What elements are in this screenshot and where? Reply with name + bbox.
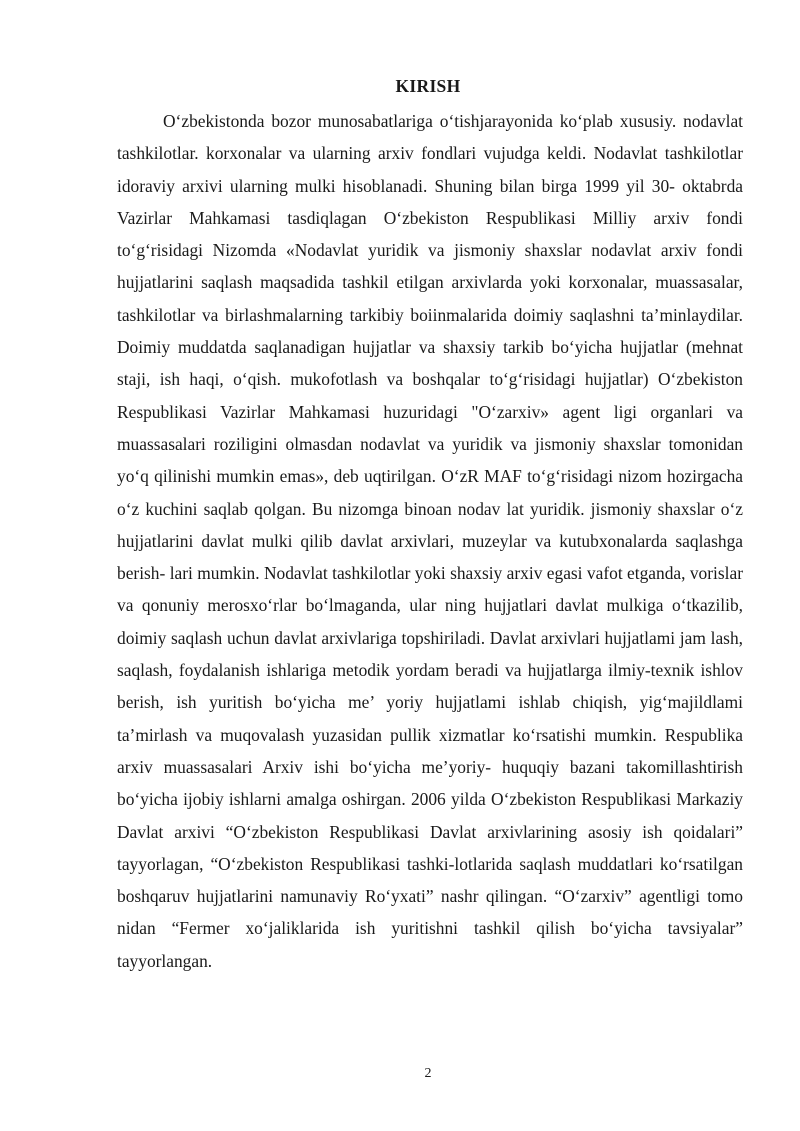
page-number: 2 (424, 1066, 432, 1081)
page-title: KIRISH (395, 76, 461, 96)
body-paragraph: O‘zbekistonda bozor munosabatlariga o‘tishjarayonida ko‘plab xususiy. nodavlat tashkilotlar. korxonalar va ularning arxiv fondlari vujudga keldi. Nodavlat tashkilotlar idoraviy arxivi ularning mulki hisoblanadi. Shuning bilan birga 1999 yil 30- oktabrda Vazirlar Mahkamasi tasdiqlagan O‘zbekiston Respublikasi Milliy arxiv fondi to‘g‘risidagi Nizomda «Nodavlat yuridik va jismoniy shaxslar nodavlat arxiv fondi hujjatlarini saqlash maqsadida tashkil etilgan arxivlarda yoki korxonalar, muassasalar, tashkilotlar va birlashmalarning tarkibiy boiinmalarida doimiy saqlashni ta’minlaydilar. Doimiy muddatda saqlanadigan hujjatlar va shaxsiy tarkib bo‘yicha hujjatlar (mehnat staji, ish haqi, o‘qish. mukofotlash va boshqalar to‘g‘risidagi hujjatlar) O‘zbekiston Respublikasi Vazirlar Mahkamasi huzuridagi "O‘zarxiv» agent ligi organlari va muassasalari roziligini olmasdan nodavlat va yuridik va jismoniy shaxslar tomonidan yo‘q qilinishi mumkin emas», deb uqtirilgan. O‘zR MAF to‘g‘risidagi nizom hozirgacha o‘z kuchini saqlab qolgan. Bu nizomga binoan nodav lat yuridik. jismoniy shaxslar o‘z hujjatlarini davlat mulki qilib davlat arxivlari, muzeylar va kutubxonalarda saqlashga berish- lari mumkin. Nodavlat tashkilotlar yoki shaxsiy arxiv egasi vafot etganda, vorislar va qonuniy merosxo‘rlar bo‘lmaganda, ular ning hujjatlari davlat mulkiga o‘tkazilib, doimiy saqlash uchun davlat arxivlariga topshiriladi. Davlat arxivlari hujjatlami jam lash, saqlash, foydalanish ishlariga metodik yordam beradi va hujjatlarga ilmiy-texnik ishlov berish, ish yuritish bo‘yicha me’ yoriy hujjatlami ishlab chiqish, yig‘majildlami ta’mirlash va muqovalash yuzasidan pullik xizmatlar ko‘rsatishi mumkin. Respublika arxiv muassasalari Arxiv ishi bo‘yicha me’yoriy- huquqiy bazani takomillashtirish bo‘yicha ijobiy ishlarni amalga oshirgan. 2006 yilda O‘zbekiston Respublikasi Markaziy Davlat arxivi “O‘zbekiston Respublikasi Davlat arxivlarining asosiy ish qoidalari” tayyorlagan, “O‘zbekiston Respublikasi tashki-lotlarida saqlash muddatlari ko‘rsatilgan boshqaruv hujjatlarini namunaviy Ro‘yxati” nashr qilingan. “O‘zarxiv” agentligi tomo nidan “Fermer xo‘jaliklarida ish yuritishni tashkil qilish bo‘yicha tavsiyalar” tayyorlangan. (117, 111, 743, 971)
